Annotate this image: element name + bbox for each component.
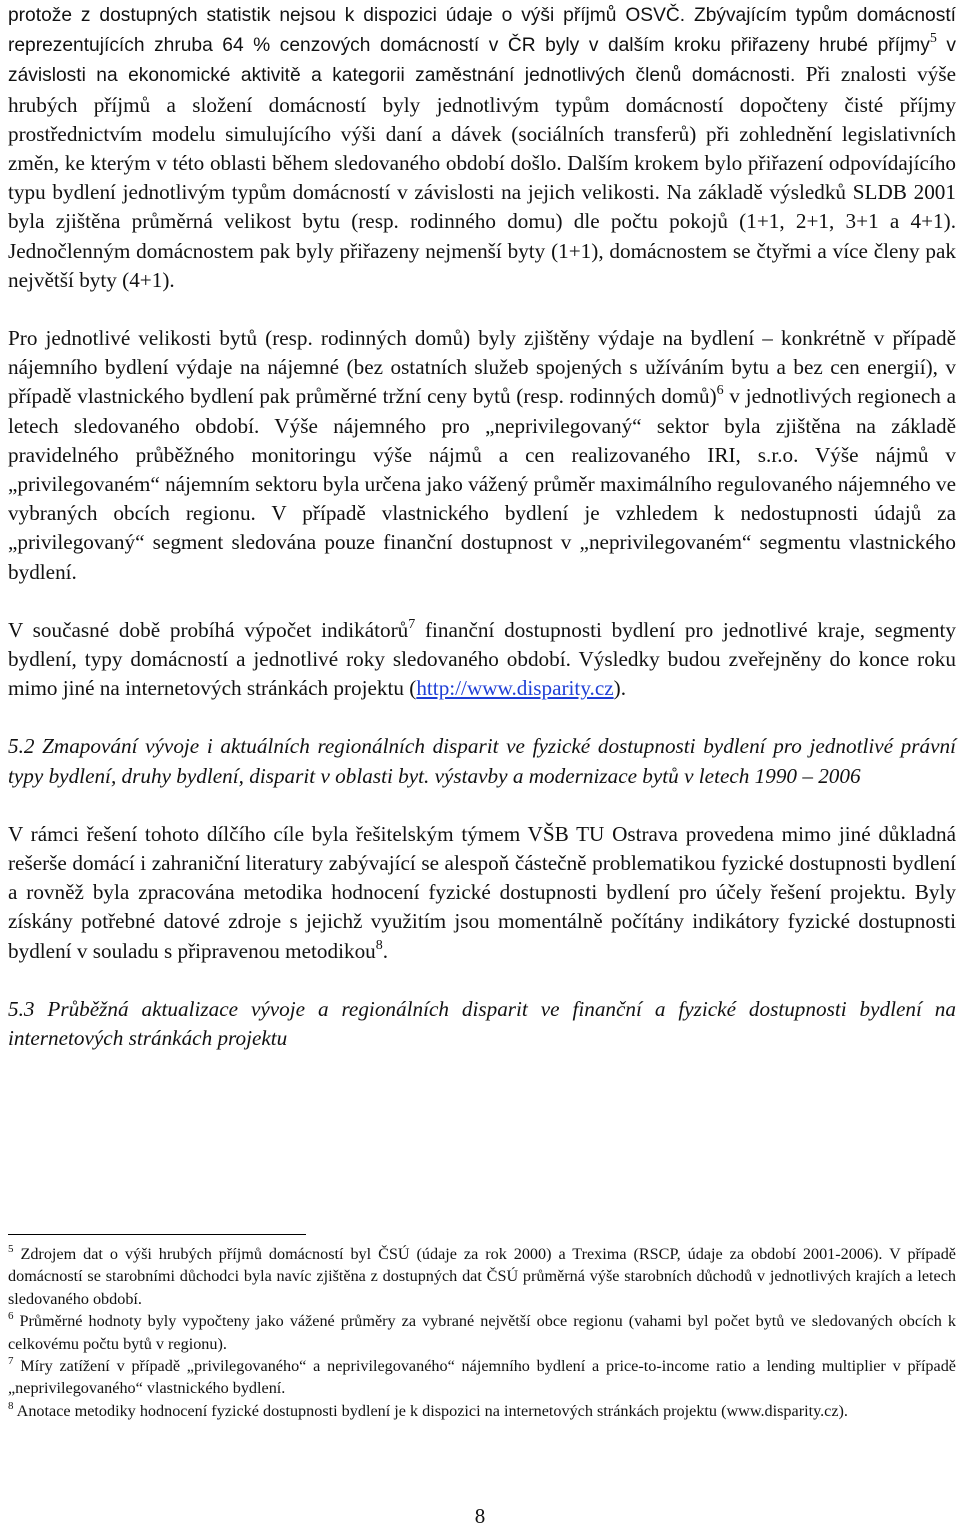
footnote-6	[8, 1310, 956, 1355]
paragraph-income-model	[8, 0, 956, 295]
footnote-text: Anotace metodiky hodnocení fyzické dostupnosti bydlení je k dispozici na internetových stránkách projektu (www.disparity.cz).	[13, 1401, 848, 1420]
section-heading-5-2: 5.2 Zmapování vývoje i aktuálních regionálních disparit ve fyzické dostupnosti bydlení pro jednotlivé právní typy bydlení, druhy bydlení, disparit v oblasti byt. výstavby a modernizace bytů v letech 1990 – 2006	[8, 734, 956, 788]
paragraph-text: finanční dostupnosti bydlení pro jednotlivé kraje, segmenty bydlení, typy domácností a jednotlivé roky sledovaného období. Výsledky budou zveřejněny do konce roku mimo jiné na internetových stránkách projektu (	[8, 617, 957, 701]
section-heading-5-3: 5.3 Průběžná aktualizace vývoje a regionálních disparit ve finanční a fyzické dostupnosti bydlení na internetových stránkách projektu	[8, 996, 956, 1051]
footnote-7	[8, 1355, 956, 1400]
paragraph-indicators	[8, 616, 956, 704]
paragraph-text: .	[382, 938, 389, 963]
footnotes	[8, 1243, 956, 1422]
document-page	[8, 0, 956, 1053]
footnote-number: 5	[8, 1243, 14, 1255]
footnote-separator	[8, 1234, 306, 1235]
paragraph-housing-costs	[8, 324, 956, 587]
paragraph-text: ).	[613, 676, 627, 701]
footnote-ref-8[interactable]: 8	[375, 937, 383, 953]
footnote-ref-5[interactable]: 5	[929, 31, 937, 47]
paragraph-text: v závislosti na ekonomické aktivitě a kategorii zaměstnání jednotlivých členů domácnosti.	[8, 35, 956, 87]
footnote-text: Průměrné hodnoty byly vypočteny jako vážené průměry za vybrané největší obce regionu (vahami byl počet bytů ve sledovaných obcích k celkovému počtu bytů v regionu).	[8, 1312, 956, 1353]
paragraph-text: v jednotlivých regionech a letech sledovaného období. Výše nájemného pro „neprivilegovaný“ sektor byla zjištěna na základě pravidelného průběžného monitoringu výše nájmů a cen realizovaného IRI, s.r.o. Výše nájmů v „privilegovaném“ nájemním sektoru byla určena jako vážený průměr maximálního regulovaného nájemného ve vybraných obcích regionu. V případě vlastnického bydlení je vzhledem k nedostupnosti údajů za „privilegovaný“ segment sledována pouze finanční dostupnost v „neprivilegovaném“ segmentu vlastnického bydlení.	[8, 384, 956, 584]
paragraph-text: Dalším krokem bylo přiřazení odpovídajícího typu bydlení jednotlivým typům domácností v závislosti na jejich velikosti. Na základě výsledků SLDB 2001 byla zjištěna průměrná velikost bytu (resp. rodinného domu) dle počtu pokojů (1+1, 2+1, 3+1 a 4+1). Jednočlenným domácnostem pak byly přiřazeny nejmenší byty (1+1), domácnostem se čtyřmi a více členy pak největší byty (4+1).	[8, 151, 957, 292]
footnote-5	[8, 1243, 956, 1310]
paragraph-text: V rámci řešení tohoto dílčího cíle byla řešitelským týmem VŠB TU Ostrava provedena mimo jiné důkladná rešerše domácí i zahraniční literatury zabývající se alespoň částečně problematikou fyzické dostupnosti bydlení a rovněž byla zpracována metodika hodnocení fyzické dostupnosti bydlení pro účely řešení projektu. Byly získány potřebné datové zdroje s jejichž využitím jsou momentálně počítány indikátory fyzické dostupnosti bydlení v souladu s připravenou metodikou	[8, 821, 956, 963]
footnote-number: 6	[8, 1310, 14, 1323]
footnote-text: Míry zatížení v případě „privilegovaného“ a neprivilegovaného“ nájemního bydlení a price-to-income ratio a lending multiplier v případě „neprivilegovaného“ vlastnického bydlení.	[8, 1357, 956, 1398]
paragraph-text: V současné době probíhá výpočet indikátorů	[8, 617, 409, 642]
footnote-ref-6[interactable]: 6	[716, 383, 724, 399]
footnote-ref-7[interactable]: 7	[408, 616, 416, 632]
paragraph-physical-availability	[8, 820, 956, 966]
disparity-website-link[interactable]: http://www.disparity.cz	[416, 676, 614, 701]
footnote-number: 7	[8, 1355, 14, 1368]
footnote-8	[8, 1400, 956, 1422]
page-number: 8	[474, 1504, 486, 1528]
paragraph-text: Při znalosti výše hrubých příjmů a složení domácností byly jednotlivým typům domácností dopočteny čisté příjmy prostřednictvím modelu simulujícího výši daní a dávek (sociálních transferů) při zohlednění legislativních změn, ke kterým v této oblasti během sledovaného období došlo.	[8, 62, 956, 176]
paragraph-text: Pro jednotlivé velikosti bytů (resp. rodinných domů) byly zjištěny výdaje na bydlení – konkrétně v případě nájemního bydlení výdaje na nájemné (bez ostatních služeb spojených s užíváním bytu a bez cen energií), v případě vlastnického bydlení pak průměrné tržní ceny bytů (resp. rodinných domů)	[8, 326, 956, 409]
paragraph-text: protože z dostupných statistik nejsou k dispozici údaje o výši příjmů OSVČ. Zbývajícím typům domácností reprezentujících zhruba 64 % cenzových domácností v ČR byly v dalším kroku přiřazeny hrubé příjmy	[8, 5, 956, 57]
footnote-number: 8	[8, 1399, 14, 1412]
footnote-text: Zdrojem dat o výši hrubých příjmů domácností byl ČSÚ (údaje za rok 2000) a Trexima (RSCP, údaje za období 2001-2006). V případě domácností se starobními důchodci byla navíc zjištěna z dostupných dat ČSÚ průměrná výše starobních důchodů v jednotlivých krajích a letech sledovaného období.	[8, 1245, 956, 1308]
